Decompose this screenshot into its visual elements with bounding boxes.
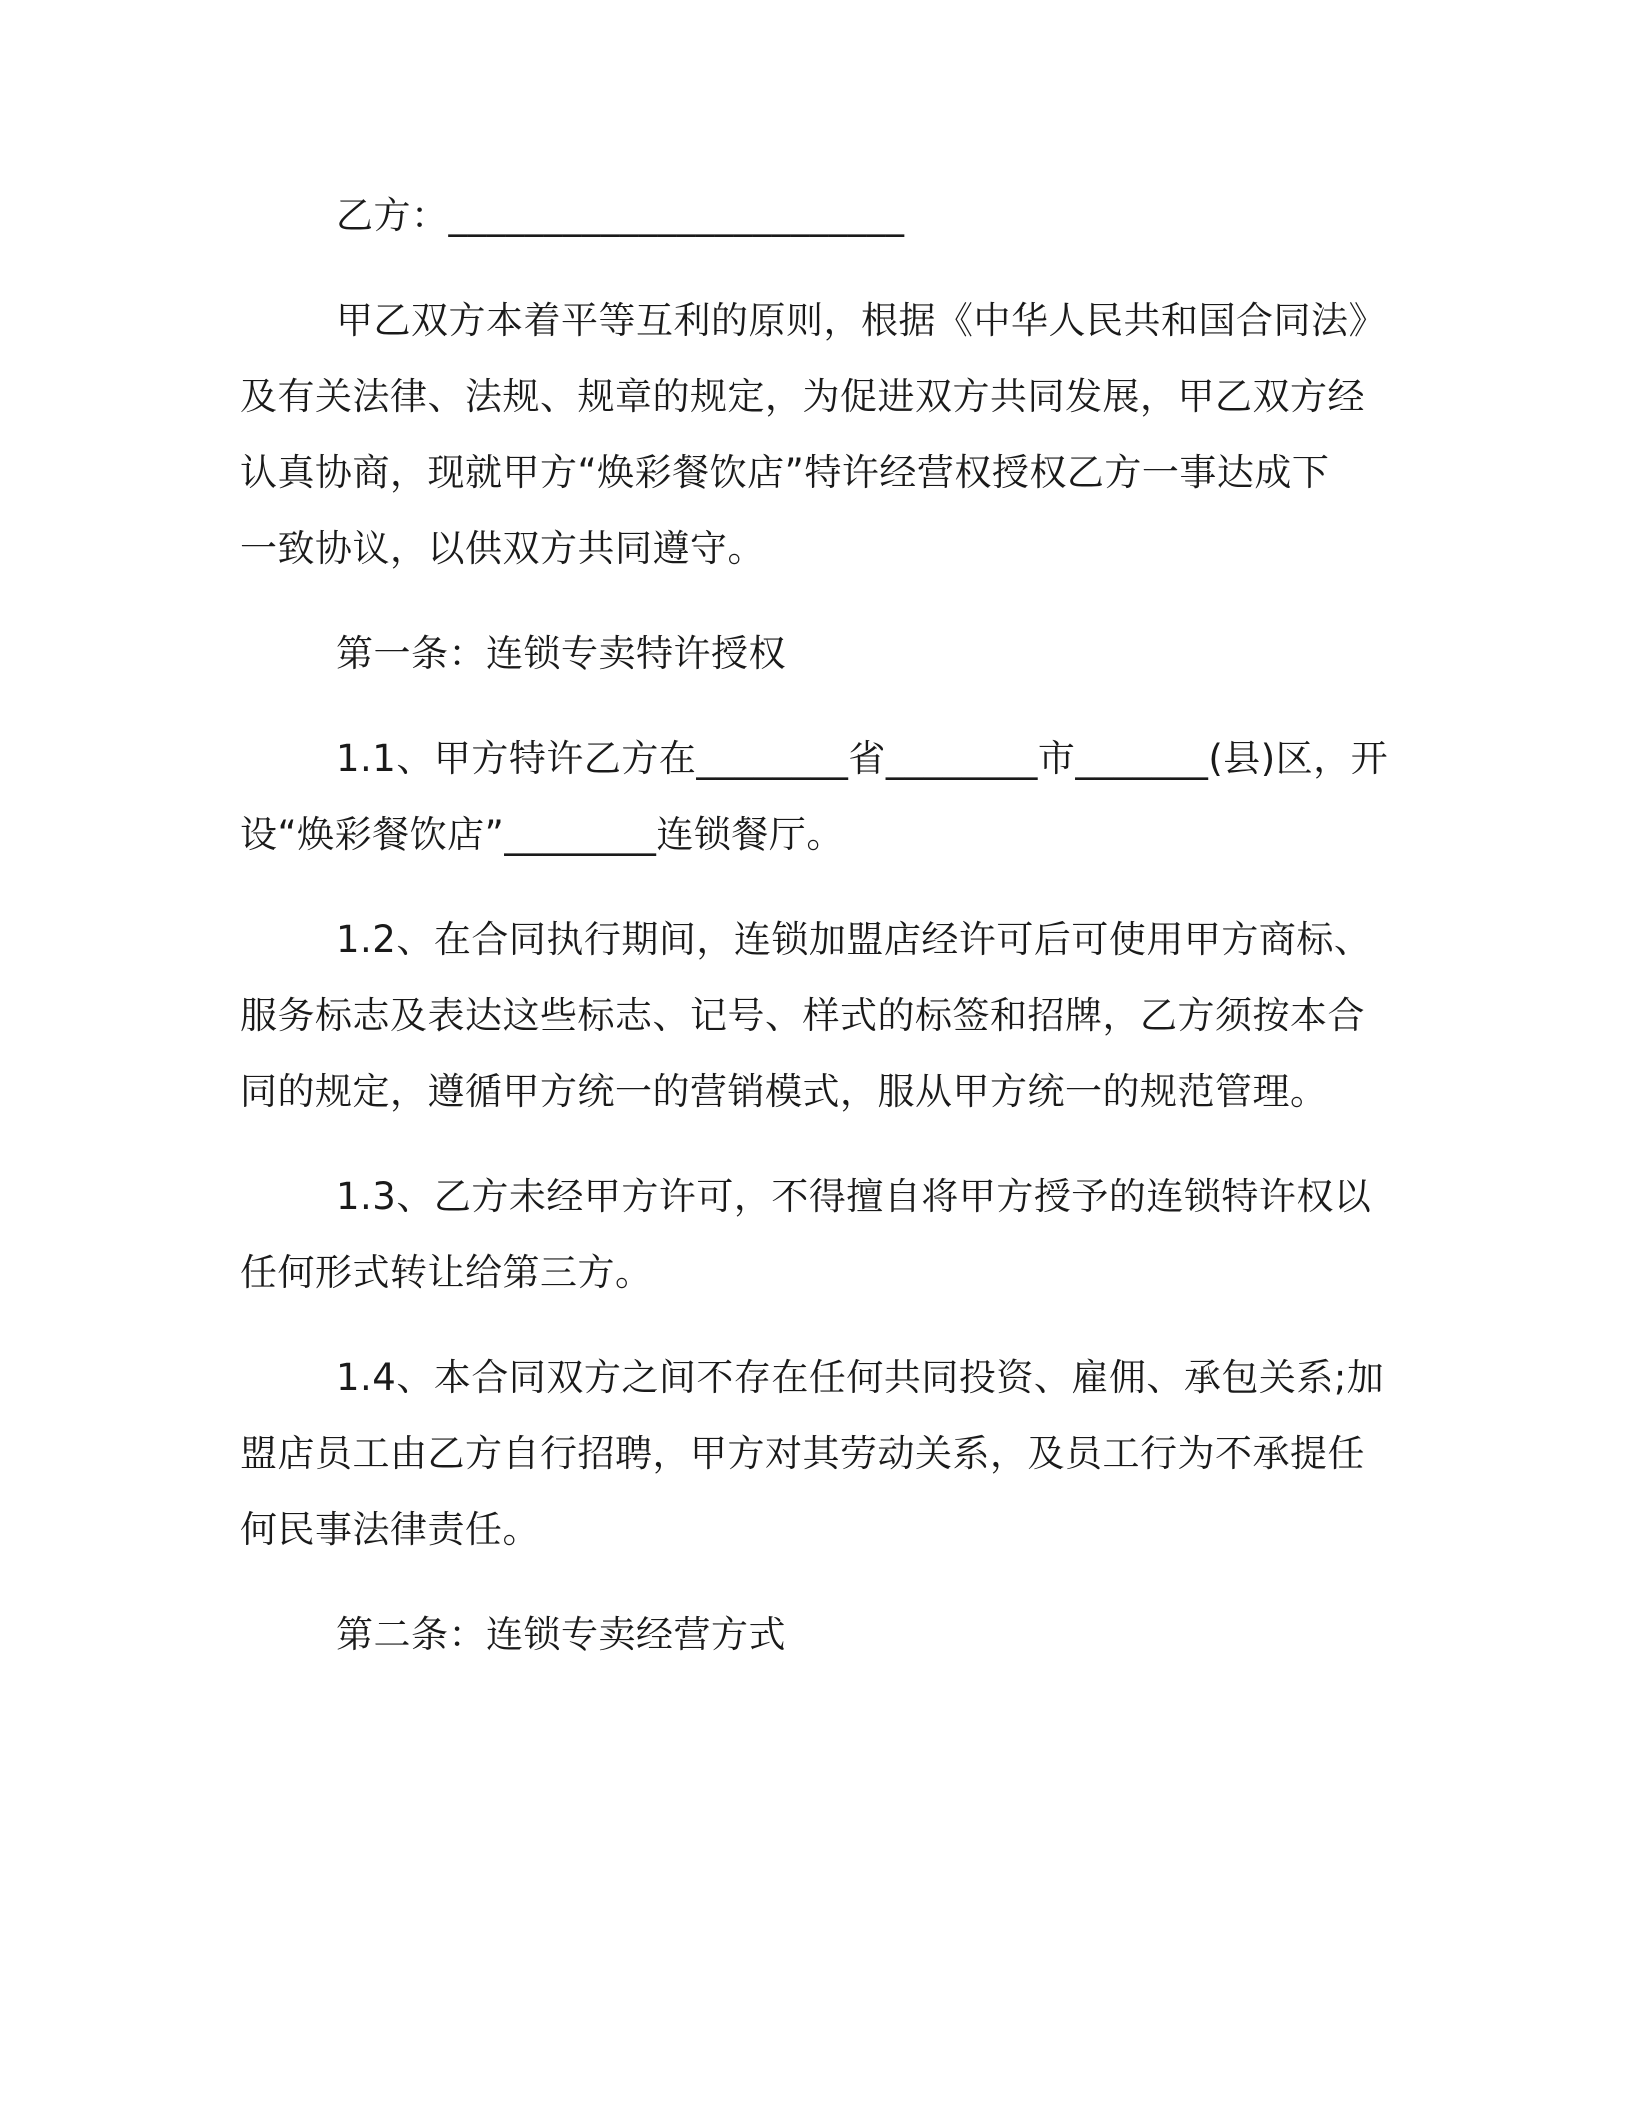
article-1-title: 第一条：连锁专卖特许授权 <box>336 632 786 675</box>
clause-1-2-line-1: 1.2、在合同执行期间，连锁加盟店经许可后可使用甲方商标、 <box>336 918 1372 961</box>
preamble-line-4: 一致协议，以供双方共同遵守。 <box>240 527 765 570</box>
party-b-line: 乙方：________________________ <box>336 194 905 237</box>
preamble-line-3: 认真协商，现就甲方“焕彩餐饮店”特许经营权授权乙方一事达成下 <box>240 451 1330 494</box>
clause-1-1-line-1: 1.1、甲方特许乙方在________省________市_______(县)区，开 <box>336 737 1389 780</box>
clause-1-4-line-1: 1.4、本合同双方之间不存在任何共同投资、雇佣、承包关系;加 <box>336 1356 1385 1399</box>
preamble-line-2: 及有关法律、法规、规章的规定，为促进双方共同发展，甲乙双方经 <box>240 375 1365 418</box>
clause-1-1-line-2: 设“焕彩餐饮店”________连锁餐厅。 <box>240 813 844 856</box>
preamble-line-1: 甲乙双方本着平等互利的原则，根据《中华人民共和国合同法》 <box>336 299 1386 342</box>
clause-1-3-line-1: 1.3、乙方未经甲方许可，不得擅自将甲方授予的连锁特许权以 <box>336 1175 1372 1218</box>
clause-1-4-line-2: 盟店员工由乙方自行招聘，甲方对其劳动关系，及员工行为不承提任 <box>240 1432 1365 1475</box>
clause-1-2-line-3: 同的规定，遵循甲方统一的营销模式，服从甲方统一的规范管理。 <box>240 1070 1328 1113</box>
article-2-title: 第二条：连锁专卖经营方式 <box>336 1613 786 1656</box>
clause-1-2-line-2: 服务标志及表达这些标志、记号、样式的标签和招牌，乙方须按本合 <box>240 994 1365 1037</box>
clause-1-4-line-3: 何民事法律责任。 <box>240 1508 540 1551</box>
clause-1-3-line-2: 任何形式转让给第三方。 <box>240 1251 653 1294</box>
